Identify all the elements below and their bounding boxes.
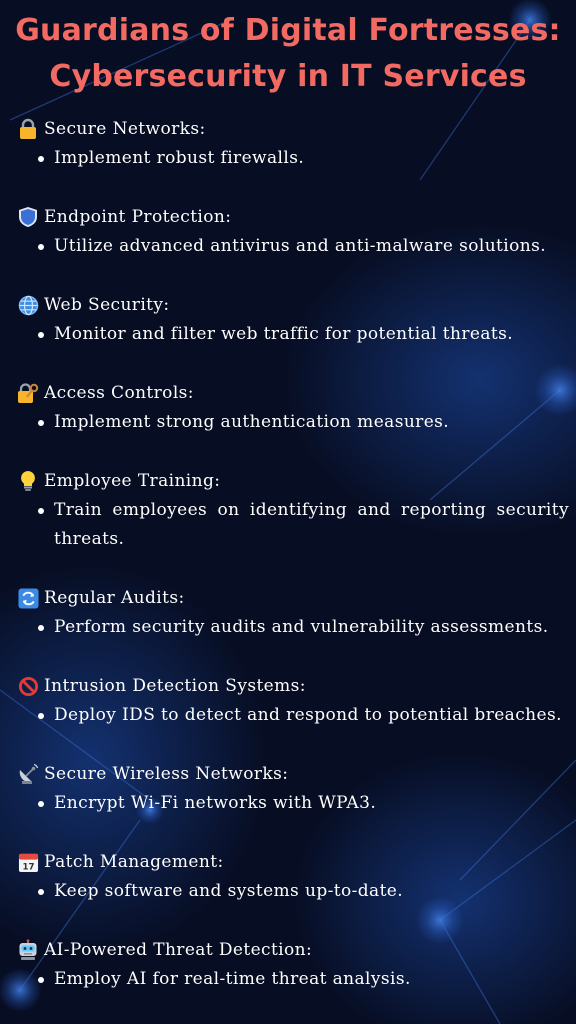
section-access-controls: [17, 380, 569, 437]
robot-icon: [17, 939, 39, 961]
list-item: Train employees on identifying and reporting security threats.: [17, 496, 569, 554]
section-intrusion-detection-systems: [17, 673, 569, 730]
section-heading: Intrusion Detection Systems:: [44, 676, 306, 696]
section-secure-wireless-networks: [17, 761, 569, 818]
section-endpoint-protection: [17, 204, 569, 261]
list-item: Monitor and filter web traffic for potential threats.: [17, 320, 569, 349]
prohibited-icon: [17, 675, 39, 697]
section-heading: Employee Training:: [44, 471, 221, 491]
lock-with-key-icon: [17, 382, 39, 404]
section-employee-training: [17, 468, 569, 554]
list-item: Employ AI for real-time threat analysis.: [17, 965, 569, 994]
globe-icon: [17, 294, 39, 316]
section-heading: Secure Networks:: [44, 119, 206, 139]
svg-text:17: 17: [22, 862, 34, 873]
section-patch-management: [17, 849, 569, 906]
list-item: Utilize advanced antivirus and anti-malware solutions.: [17, 232, 569, 261]
section-heading: Secure Wireless Networks:: [44, 764, 289, 784]
page-title: [0, 8, 576, 100]
section-heading: AI-Powered Threat Detection:: [44, 940, 313, 960]
section-heading: Access Controls:: [44, 383, 194, 403]
shield-icon: [17, 206, 39, 228]
calendar-icon: [17, 851, 39, 873]
list-item: Deploy IDS to detect and respond to potential breaches.: [17, 701, 569, 730]
list-item: Implement strong authentication measures.: [17, 408, 569, 437]
list-item: Keep software and systems up-to-date.: [17, 877, 569, 906]
list-item: Implement robust firewalls.: [17, 144, 569, 173]
refresh-icon: [17, 587, 39, 609]
list-item: Perform security audits and vulnerability assessments.: [17, 613, 569, 642]
section-ai-powered-threat-detection: [17, 937, 569, 994]
lock-icon: [17, 118, 39, 140]
section-heading: Patch Management:: [44, 852, 224, 872]
light-bulb-icon: [17, 470, 39, 492]
section-regular-audits: [17, 585, 569, 642]
section-secure-networks: [17, 116, 569, 173]
list-item: Encrypt Wi-Fi networks with WPA3.: [17, 789, 569, 818]
satellite-antenna-icon: [17, 763, 39, 785]
title-line-1: Guardians of Digital Fortresses:: [15, 13, 561, 48]
section-heading: Web Security:: [44, 295, 170, 315]
section-web-security: [17, 292, 569, 349]
title-line-2: Cybersecurity in IT Services: [49, 59, 527, 94]
section-heading: Regular Audits:: [44, 588, 185, 608]
section-heading: Endpoint Protection:: [44, 207, 232, 227]
